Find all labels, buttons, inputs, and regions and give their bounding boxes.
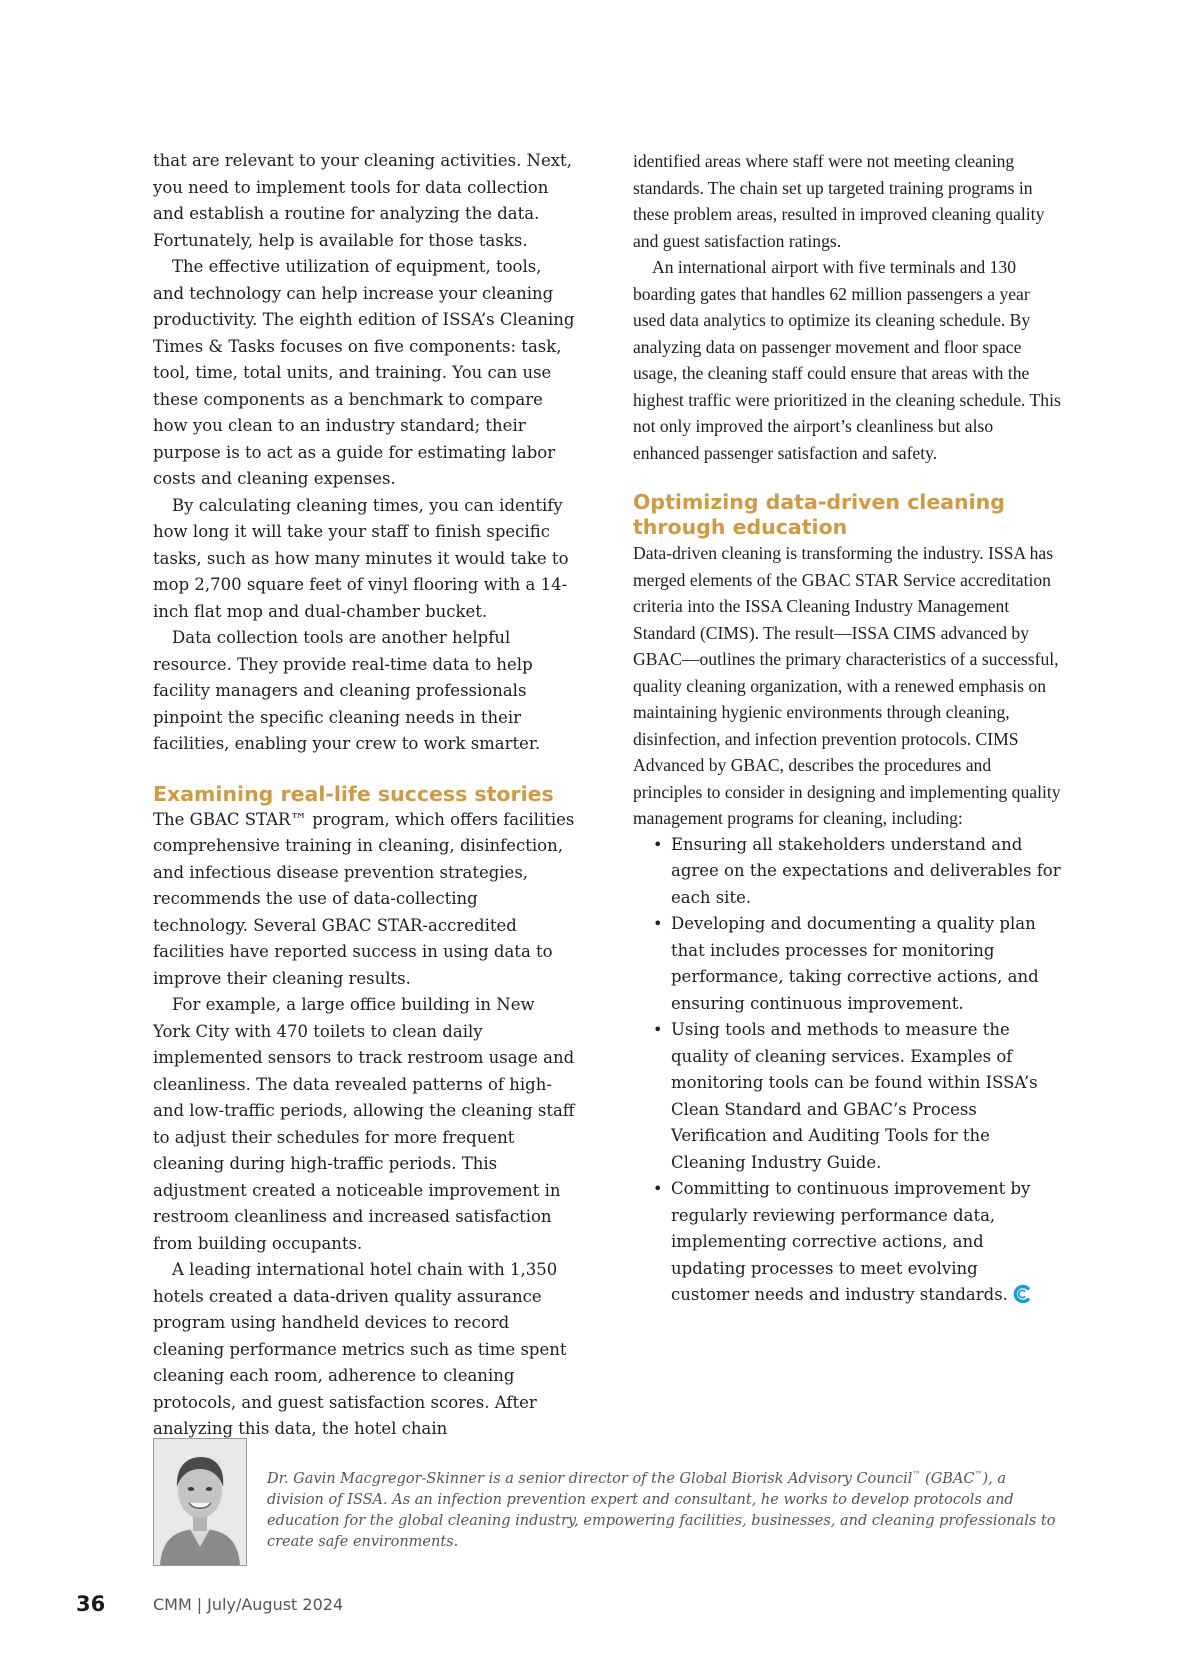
paragraph: The GBAC STAR™ program, which offers facilities comprehensive training in cleaning, disinfection, and infectious disease prevention strategies, recommends the use of data-collecting technology. Several GBAC STAR-accredited facilities have reported success in using data to improve their cleaning results. [153,809,575,988]
publication-name: CMM [153,1595,192,1614]
list-item [633,1176,1061,1309]
bio-text: Dr. Gavin Macgregor-Skinner is a senior director of the Global Biorisk Advisory Council™ (GBAC™), a division of ISSA. As an infection prevention expert and consultant, he works to develop protocols and education for the global cleaning industry, empowering facilities, businesses, and cleaning professionals to create safe environments. [267,1470,1056,1550]
end-mark-icon [1012,1284,1032,1304]
paragraph: A leading international hotel chain with 1,350 hotels created a data-driven quality assurance program using handheld devices to record cleaning performance metrics such as time spent cleaning each room, adherence to cleaning protocols, and guest satisfaction scores. After analyzing this data, the hotel chain [153,1260,567,1438]
list-item-text: Committing to continuous improvement by regularly reviewing performance data, implementing corrective actions, and updating processes to meet evolving customer needs and industry standards. [671,1179,1031,1304]
separator: | [196,1595,203,1614]
paragraph: For example, a large office building in New York City with 470 toilets to clean daily implemented sensors to track restroom usage and cleanliness. The data revealed patterns of high- and low-traffic periods, allowing the cleaning staff to adjust their schedules for more frequent cleaning during high-traffic periods. This adjustment created a noticeable improvement in restroom cleanliness and increased satisfaction from building occupants. [153,995,575,1253]
list-item-text: Ensuring all stakeholders understand and agree on the expectations and deliverables for each site. [671,834,1061,907]
paragraph: An international airport with five terminals and 130 boarding gates that handles 62 million passengers a year used data analytics to optimize its cleaning schedule. By analyzing data on passenger movement and floor space usage, the cleaning staff could ensure that areas with the highest traffic were prioritized in the cleaning schedule. This not only improved the airport’s cleanliness but also enhanced passenger satisfaction and safety. [633,257,1061,463]
paragraph: Data collection tools are another helpful resource. They provide real-time data to help facility managers and cleaning professionals pinpoint the specific cleaning needs in their facilities, enabling your crew to work smarter. [153,628,541,753]
left-column [153,148,576,1443]
section-heading: Examining real-life success stories [153,781,554,806]
paragraph: The effective utilization of equipment, tools, and technology can help increase your cleaning productivity. The eighth edition of ISSA’s Cleaning Times & Tasks focuses on five components: task, tool, time, total units, and training. You can use these components as a benchmark to compare how you clean to an industry standard; their purpose is to act as a guide for estimating labor costs and cleaning expenses. [153,257,575,488]
author-photo [153,1438,247,1566]
author-portrait-icon [154,1439,246,1565]
paragraph: identified areas where staff were not meeting cleaning standards. The chain set up targeted training programs in these problem areas, resulted in improved cleaning quality and guest satisfaction ratings. [633,151,1045,251]
author-bio [153,1438,1063,1566]
list-item [633,832,1061,912]
paragraph: Data-driven cleaning is transforming the industry. ISSA has merged elements of the GBAC STAR Service accreditation criteria into the ISSA Cleaning Industry Management Standard (CIMS). The result—ISSA CIMS advanced by GBAC—outlines the primary characteristics of a successful, quality cleaning organization, with a renewed emphasis on maintaining hygienic environments through cleaning, disinfection, and infection prevention protocols. CIMS Advanced by GBAC, describes the procedures and principles to consider in designing and implementing quality management programs for cleaning, including: [633,543,1061,828]
list-item-text: Developing and documenting a quality plan that includes processes for monitoring performance, taking corrective actions, and ensuring continuous improvement. [671,914,1039,1013]
list-item-text: Using tools and methods to measure the quality of cleaning services. Examples of monitoring tools can be found within ISSA’s Clean Standard and GBAC’s Process Verification and Auditing Tools for the Cleaning Industry Guide. [671,1020,1038,1172]
paragraph: that are relevant to your cleaning activities. Next, you need to implement tools for data collection and establish a routine for analyzing the data. Fortunately, help is available for those tasks. [153,151,572,250]
section-heading: Optimizing data-driven cleaning through education [633,490,1005,539]
publication-info [153,1595,343,1614]
page-number: 36 [76,1592,106,1616]
paragraph: By calculating cleaning times, you can identify how long it will take your staff to finish specific tasks, such as how many minutes it would take to mop 2,700 square feet of vinyl flooring with a 14-inch flat mop and dual-chamber bucket. [153,495,569,621]
issue-date: July/August 2024 [207,1595,344,1614]
bullet-list [633,832,1061,1309]
list-item [633,911,1061,1017]
right-column [633,148,1061,1309]
list-item [633,1017,1061,1176]
